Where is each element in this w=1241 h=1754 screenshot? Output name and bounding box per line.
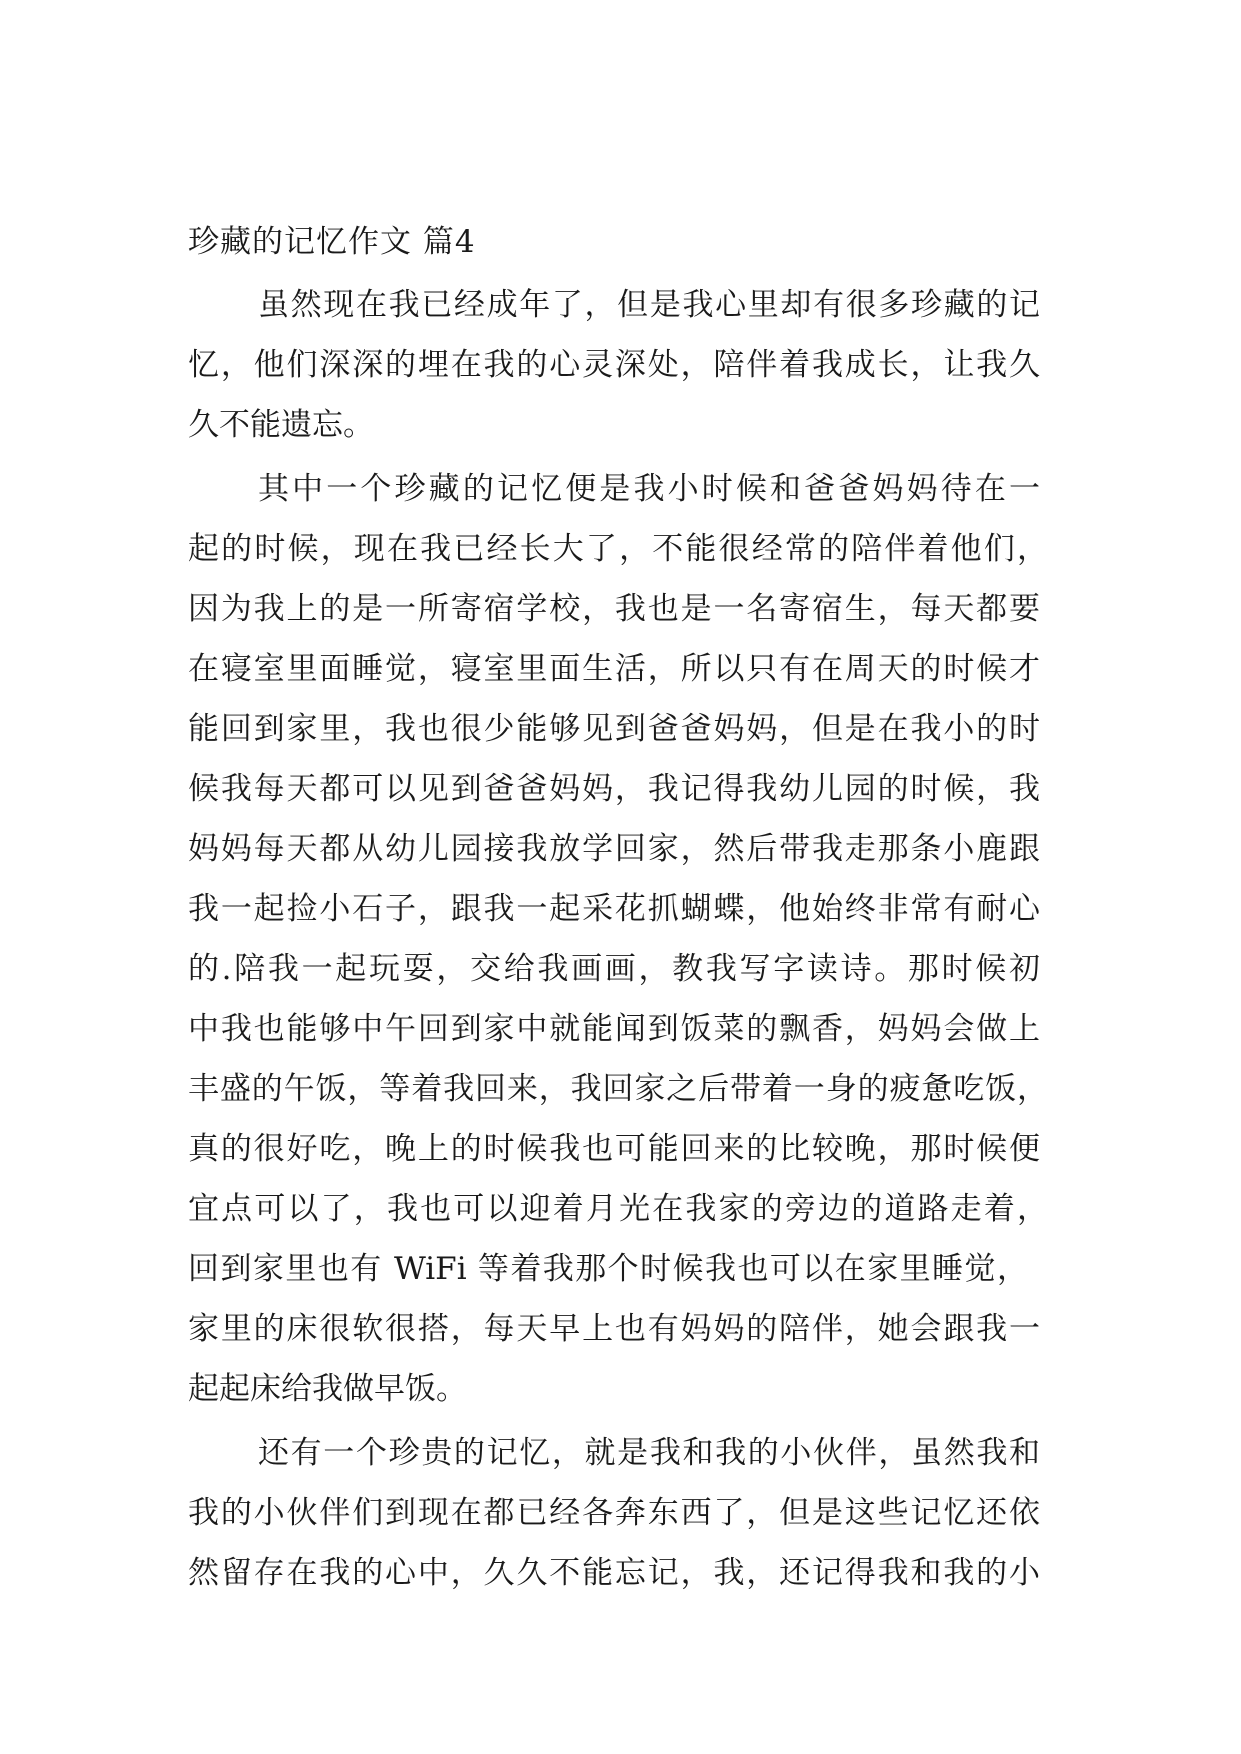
paragraph-line: 真的很好吃，晚上的时候我也可能回来的比较晚，那时候便: [188, 1131, 1040, 1167]
paragraph-line: 起的时候，现在我已经长大了，不能很经常的陪伴着他们，: [188, 531, 1048, 567]
paragraph-line: 虽然现在我已经成年了，但是我心里却有很多珍藏的记: [258, 287, 1040, 323]
paragraph-line: 家里的床很软很搭，每天早上也有妈妈的陪伴，她会跟我一: [188, 1311, 1040, 1347]
paragraph-line: 因为我上的是一所寄宿学校，我也是一名寄宿生，每天都要: [188, 591, 1040, 627]
paragraph-line: 回到家里也有 WiFi 等着我那个时候我也可以在家里睡觉，: [188, 1251, 1028, 1287]
document-title: 珍藏的记忆作文 篇4: [188, 224, 476, 260]
paragraph-line: 丰盛的午饭，等着我回来，我回家之后带着一身的疲惫吃饭，: [188, 1071, 1048, 1107]
paragraph-line: 在寝室里面睡觉，寝室里面生活，所以只有在周天的时候才: [188, 651, 1040, 687]
paragraph-line: 我一起捡小石子，跟我一起采花抓蝴蝶，他始终非常有耐心: [188, 891, 1040, 927]
paragraph-line: 然留存在我的心中，久久不能忘记，我，还记得我和我的小: [188, 1555, 1040, 1591]
paragraph-line: 久不能遗忘。: [188, 407, 374, 443]
paragraph-line: 我的小伙伴们到现在都已经各奔东西了，但是这些记忆还依: [188, 1495, 1040, 1531]
paragraph-line: 忆，他们深深的埋在我的心灵深处，陪伴着我成长，让我久: [188, 347, 1040, 383]
paragraph-line: 其中一个珍藏的记忆便是我小时候和爸爸妈妈待在一: [258, 471, 1040, 507]
paragraph-line: 还有一个珍贵的记忆，就是我和我的小伙伴，虽然我和: [258, 1435, 1040, 1471]
paragraph-line: 的.陪我一起玩耍，交给我画画，教我写字读诗。那时候初: [188, 951, 1040, 987]
paragraph-line: 宜点可以了，我也可以迎着月光在我家的旁边的道路走着，: [188, 1191, 1048, 1227]
paragraph-line: 能回到家里，我也很少能够见到爸爸妈妈，但是在我小的时: [188, 711, 1040, 747]
paragraph-line: 妈妈每天都从幼儿园接我放学回家，然后带我走那条小鹿跟: [188, 831, 1040, 867]
paragraph-line: 中我也能够中午回到家中就能闻到饭菜的飘香，妈妈会做上: [188, 1011, 1040, 1047]
paragraph-line: 候我每天都可以见到爸爸妈妈，我记得我幼儿园的时候，我: [188, 771, 1040, 807]
paragraph-line: 起起床给我做早饭。: [188, 1371, 467, 1407]
